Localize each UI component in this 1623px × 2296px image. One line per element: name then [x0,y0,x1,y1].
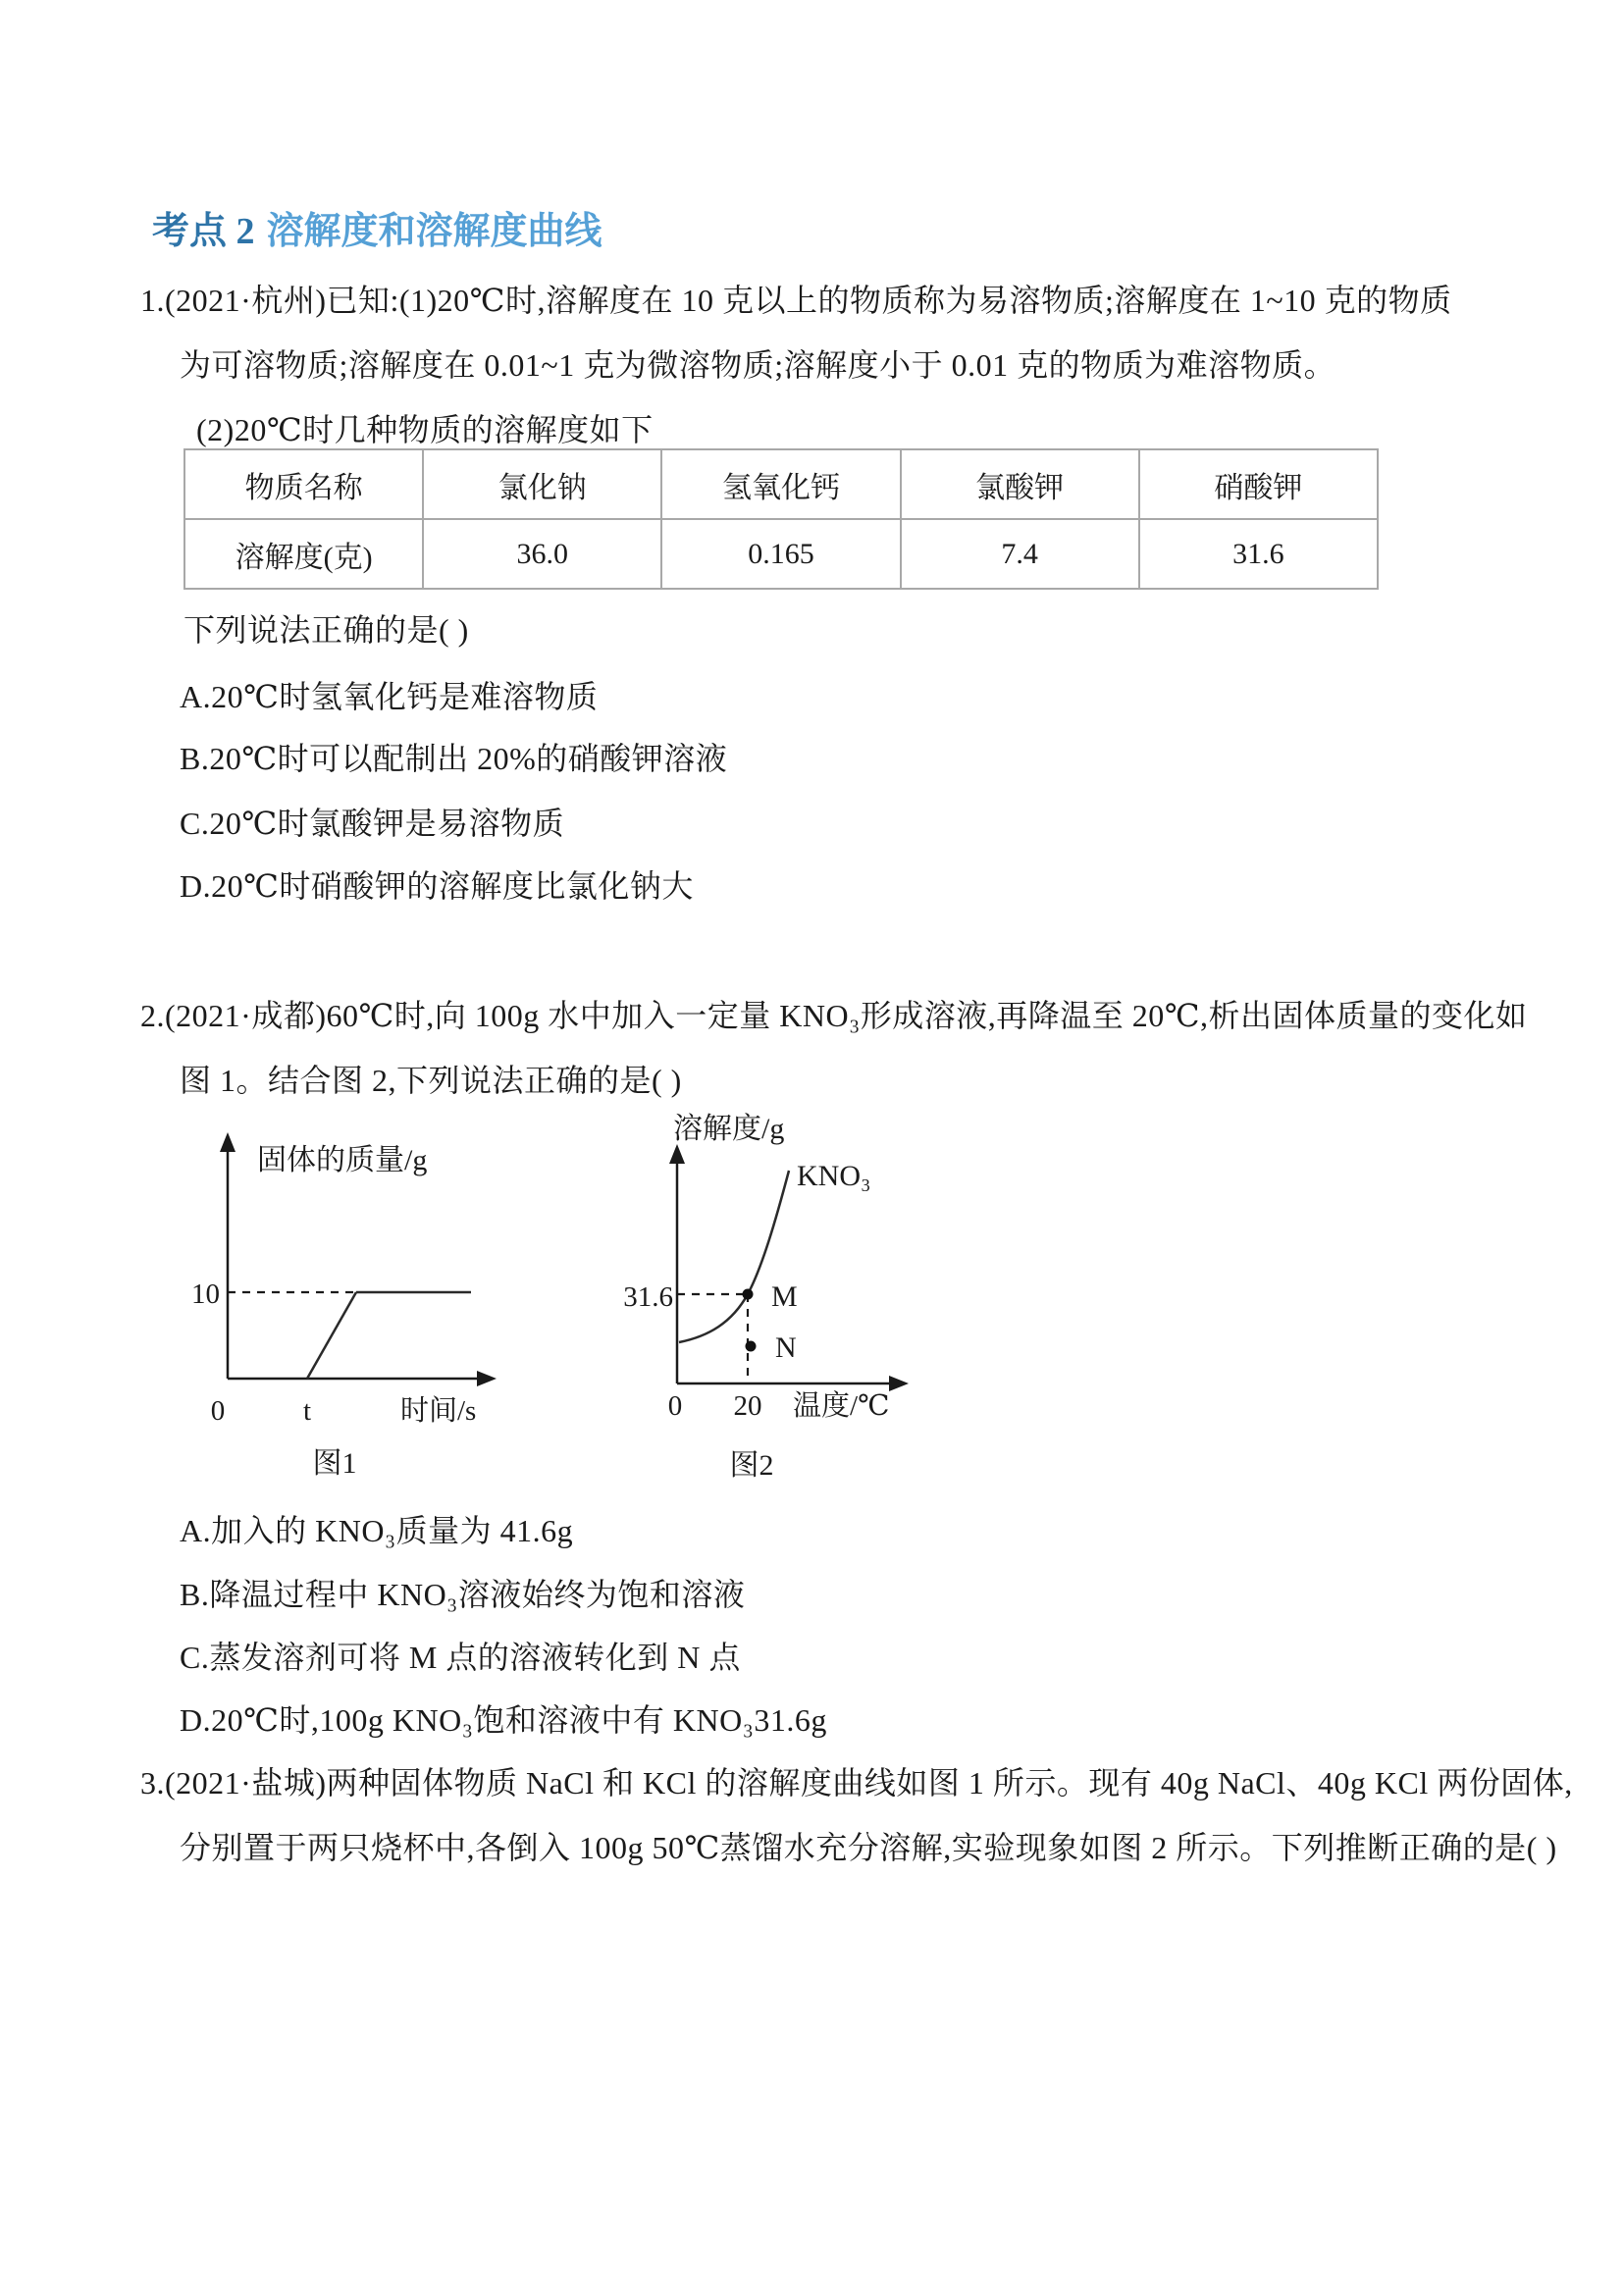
fig1-rising-segment [307,1292,356,1379]
fig1-x-tick-0: 0 [210,1395,226,1427]
fig1-y-axis-arrow-icon [220,1132,236,1152]
fig2-y-tick-31.6: 31.6 [623,1281,673,1313]
fig1-y-axis-label: 固体的质量/g [257,1144,428,1176]
fig2-point-M-marker [743,1289,754,1300]
fig2-point-M-label: M [771,1280,798,1313]
q1-option-c: C.20℃时氯酸钾是易溶物质 [180,806,565,841]
table-value-cell: 0.165 [661,519,900,589]
fig2-x-tick-20: 20 [733,1390,762,1422]
q2-text-line-2: 图 1。结合图 2,下列说法正确的是( ) [180,1063,682,1098]
q3-text-line-1: 3.(2021·盐城)两种固体物质 NaCl 和 KCl 的溶解度曲线如图 1 所示。现有 40g NaCl、40g KCl 两份固体, [140,1765,1573,1800]
table-row-header-cell: 溶解度(克) [184,519,423,589]
section-heading [152,200,602,254]
q1-sub-line: (2)20℃时几种物质的溶解度如下 [196,412,654,447]
table-header-row [184,449,1378,519]
table-value-cell: 7.4 [901,519,1139,589]
q2-option-c: C.蒸发溶剂可将 M 点的溶液转化到 N 点 [180,1640,741,1675]
q1-text-line-1: 1.(2021·杭州)已知:(1)20℃时,溶解度在 10 克以上的物质称为易溶物质;溶解度在 1~10 克的物质 [140,283,1452,318]
fig2-series-label-kno3: KNO₃ [797,1160,871,1192]
section-heading-title: 溶解度和溶解度曲线 [266,211,602,252]
fig2-y-axis-arrow-icon [669,1144,685,1164]
table-data-row [184,519,1378,589]
fig2-kno3-curve [679,1171,789,1342]
table-header-cell: 氢氧化钙 [661,449,900,519]
q1-solubility-table [183,448,1379,590]
fig2-y-axis-label: 溶解度/g [673,1113,785,1145]
q2-option-a: A.加入的 KNO₃质量为 41.6g [180,1513,574,1548]
table-header-cell: 物质名称 [184,449,423,519]
q2-option-b: B.降温过程中 KNO₃溶液始终为饱和溶液 [180,1577,746,1612]
fig1-x-axis-arrow-icon [477,1371,497,1386]
fig2-x-axis-arrow-icon [889,1376,909,1391]
table-header-cell: 氯酸钾 [901,449,1139,519]
q1-stem: 下列说法正确的是( ) [183,612,469,648]
q2-text-line-1: 2.(2021·成都)60℃时,向 100g 水中加入一定量 KNO₃形成溶液,再降温至 20℃,析出固体质量的变化如 [140,998,1528,1033]
q1-option-a: A.20℃时氢氧化钙是难溶物质 [180,679,599,714]
fig2-x-tick-0: 0 [667,1390,683,1422]
fig1-y-tick-10: 10 [191,1278,220,1310]
q2-option-d: D.20℃时,100g KNO₃饱和溶液中有 KNO₃31.6g [180,1702,827,1738]
fig2-point-N-label: N [775,1331,797,1364]
figure2-solubility-curve-chart [608,1099,947,1491]
fig1-x-tick-t: t [302,1395,312,1427]
figure1-line-chart [167,1128,520,1491]
table-header-cell: 硝酸钾 [1139,449,1378,519]
fig1-x-axis-label: 时间/s [400,1395,477,1427]
fig2-caption: 图2 [729,1449,774,1482]
table-header-cell: 氯化钠 [423,449,661,519]
fig1-caption: 图1 [312,1447,357,1480]
section-heading-number: 考点 2 [152,211,255,252]
fig2-x-axis-label: 温度/℃ [793,1390,890,1422]
q1-option-d: D.20℃时硝酸钾的溶解度比氯化钠大 [180,868,694,904]
q1-option-b: B.20℃时可以配制出 20%的硝酸钾溶液 [180,741,728,776]
q3-text-line-2: 分别置于两只烧杯中,各倒入 100g 50℃蒸馏水充分溶解,实验现象如图 2 所示。下列推断正确的是( ) [180,1830,1557,1865]
q1-text-line-2: 为可溶物质;溶解度在 0.01~1 克为微溶物质;溶解度小于 0.01 克的物质为难溶物质。 [180,347,1336,383]
table-value-cell: 36.0 [423,519,661,589]
fig2-point-N-marker [746,1341,757,1352]
table-value-cell: 31.6 [1139,519,1378,589]
